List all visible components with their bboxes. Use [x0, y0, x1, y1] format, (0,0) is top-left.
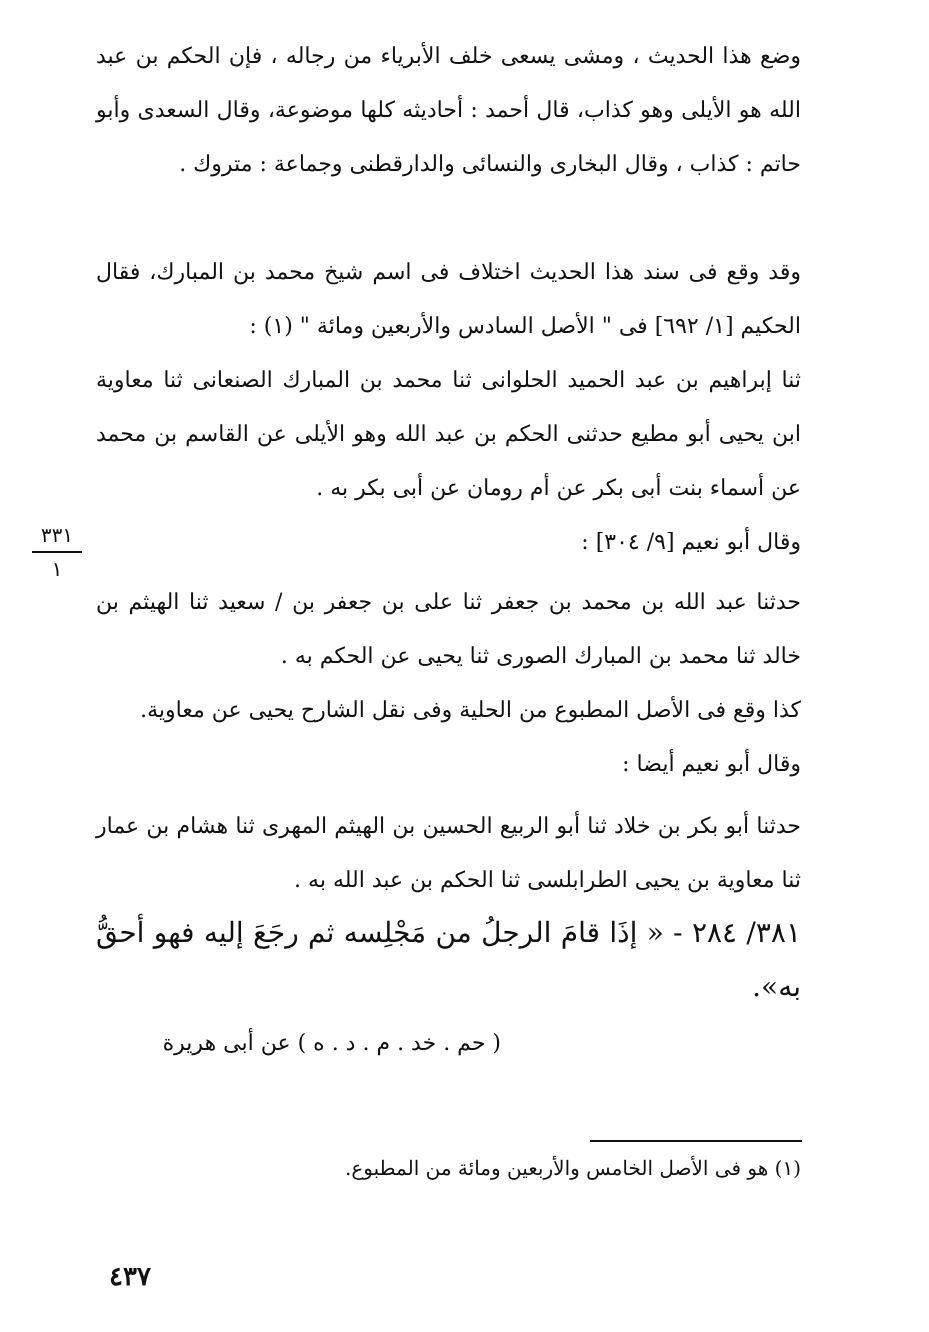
paragraph-1: وضع هذا الحديث ، ومشى يسعى خلف الأبرياء من رجاله ، فإن الحكم بن عبد الله هو الأيلى وهو كذاب، قال أحمد : أحاديثه كلها موضوعة، وقال السعدى وأبو حاتم : كذاب ، وقال البخارى والنسائى والدارقطنى وجماعة : متروك .: [96, 44, 801, 177]
paragraph-4: وقال أبو نعيم [٩/ ٣٠٤] :: [581, 530, 801, 555]
hadith-source: ( حم . خد . م . د . ه ) عن أبى هريرة: [162, 1031, 501, 1056]
footnote: (١) هو فى الأصل الخامس والأربعين ومائة من المطبوع.: [344, 1156, 801, 1180]
hadith-text: ٣٨١/ ٢٨٤ - « إذَا قامَ الرجلُ من مَجْلِسه ثم رجَعَ إليه فهو أحقُّ به».: [96, 916, 801, 1003]
paragraph-7: وقال أبو نعيم أيضا :: [622, 752, 801, 777]
paragraph-2: وقد وقع فى سند هذا الحديث اختلاف فى اسم شيخ محمد بن المبارك، فقال الحكيم [١/ ٦٩٢] فى " الأصل السادس والأربعين ومائة " (١) :: [96, 260, 801, 339]
footnote-divider: [590, 1140, 802, 1142]
paragraph-5: حدثنا عبد الله بن محمد بن جعفر ثنا على بن جعفر بن / سعيد ثنا الهيثم بن خالد ثنا محمد بن المبارك الصورى ثنا يحيى عن الحكم به .: [96, 590, 801, 669]
margin-ref-top: ٣٣١: [40, 523, 74, 547]
margin-ref-bottom: ١: [51, 557, 63, 581]
margin-volume-reference: [32, 522, 82, 582]
page-number: ٤٣٧: [109, 1262, 151, 1292]
paragraph-8: حدثنا أبو بكر بن خلاد ثنا أبو الربيع الحسين بن الهيثم المهرى ثنا هشام بن عمار ثنا معاوية بن يحيى الطرابلسى ثنا الحكم بن عبد الله به .: [96, 814, 801, 893]
paragraph-6: كذا وقع فى الأصل المطبوع من الحلية وفى نقل الشارح يحيى عن معاوية.: [140, 698, 801, 723]
margin-ref-divider: [32, 551, 82, 553]
paragraph-3: ثنا إبراهيم بن عبد الحميد الحلوانى ثنا محمد بن المبارك الصنعانى ثنا معاوية ابن يحيى أبو مطيع حدثنى الحكم بن عبد الله وهو الأيلى عن القاسم بن محمد عن أسماء بنت أبى بكر عن أم رومان عن أبى بكر به .: [96, 368, 801, 501]
